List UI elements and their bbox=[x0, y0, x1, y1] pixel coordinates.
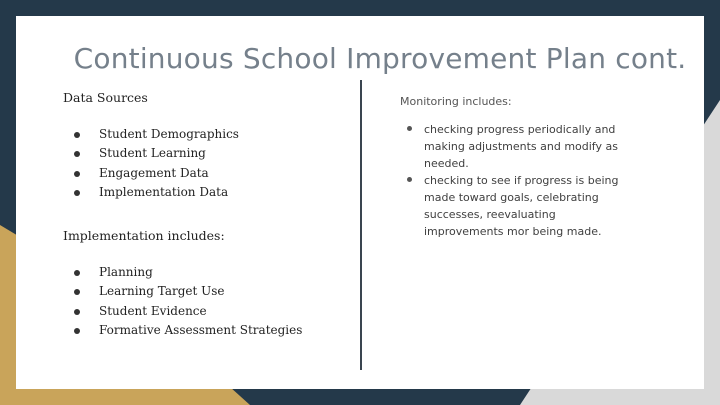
monitoring-list bbox=[400, 121, 635, 240]
data-sources-heading: Data Sources bbox=[63, 90, 148, 105]
monitoring-heading: Monitoring includes: bbox=[400, 95, 512, 108]
list-item: Student Evidence bbox=[63, 302, 353, 321]
list-item: Implementation Data bbox=[63, 183, 353, 202]
list-item: Planning bbox=[63, 263, 353, 282]
left-column bbox=[63, 90, 353, 340]
list-item: Student Demographics bbox=[63, 125, 353, 144]
list-item: checking to see if progress is being made toward goals, celebrating successes, reevaluating improvements mor being made. bbox=[400, 172, 635, 240]
implementation-list bbox=[63, 263, 353, 340]
list-item: Formative Assessment Strategies bbox=[63, 321, 353, 340]
list-item: Engagement Data bbox=[63, 164, 353, 183]
data-sources-list bbox=[63, 125, 353, 202]
list-item: Learning Target Use bbox=[63, 282, 353, 301]
column-divider bbox=[360, 80, 362, 370]
slide-card bbox=[16, 16, 704, 389]
slide-title: Continuous School Improvement Plan cont. bbox=[73, 42, 687, 75]
implementation-heading: Implementation includes: bbox=[63, 228, 225, 244]
right-column bbox=[400, 95, 635, 240]
list-item: Student Learning bbox=[63, 144, 353, 163]
list-item: checking progress periodically and making adjustments and modify as needed. bbox=[400, 121, 635, 172]
